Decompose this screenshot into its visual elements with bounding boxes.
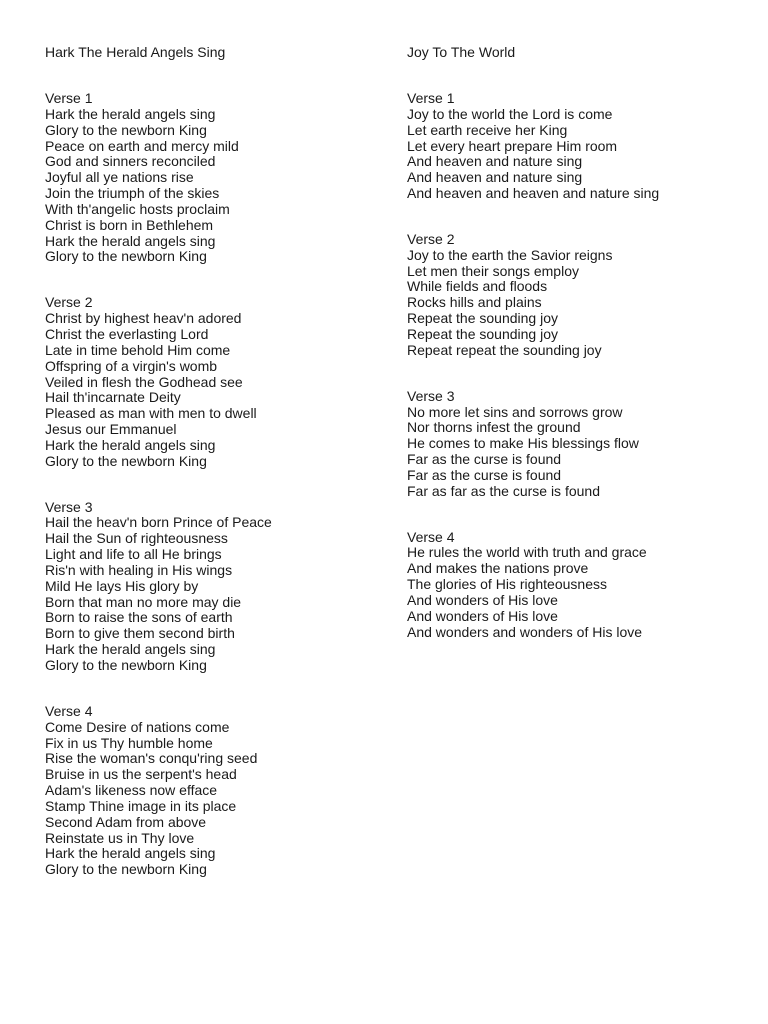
- verse-line: Born to raise the sons of earth: [45, 609, 233, 626]
- verse-label: Verse 2: [407, 230, 455, 247]
- verse-line: And wonders of His love: [407, 591, 558, 608]
- verse-line: Far as the curse is found: [407, 451, 562, 468]
- verse-line: The glories of His righteousness: [407, 576, 607, 593]
- verse-block: [45, 704, 385, 878]
- verse-label: Verse 1: [45, 90, 93, 106]
- verse-block: [407, 91, 747, 202]
- verse-line: Hail the heav'n born Prince of Peace: [45, 514, 272, 531]
- verse-line: Hark the herald angels sing: [45, 232, 216, 249]
- verse-line: Rise the woman's conqu'ring seed: [45, 750, 258, 767]
- verse-label: Verse 4: [45, 702, 93, 719]
- verse-line: Jesus our Emmanuel: [45, 421, 177, 438]
- verse-line: Come Desire of nations come: [45, 718, 230, 735]
- verse-line: Nor thorns infest the ground: [407, 419, 581, 436]
- verse-line: Hail the Sun of righteousness: [45, 530, 228, 547]
- verse-label: Verse 4: [407, 528, 455, 545]
- verse-line: Offspring of a virgin's womb: [45, 357, 218, 374]
- verse-line: Born to give them second birth: [45, 625, 235, 642]
- verse-line: While fields and floods: [407, 278, 548, 295]
- verse-line: Joy to the earth the Savior reigns: [407, 246, 613, 263]
- verse-line: Glory to the newborn King: [45, 248, 207, 265]
- verse-line: Light and life to all He brings: [45, 546, 222, 563]
- verse-line: Stamp Thine image in its place: [45, 797, 237, 814]
- verse-line: Hark the herald angels sing: [45, 436, 216, 453]
- verse-line: Let every heart prepare Him room: [407, 137, 618, 154]
- verse-line: Far as the curse is found: [407, 466, 562, 483]
- verse-line: Glory to the newborn King: [45, 861, 207, 878]
- verse-line: Joy to the world the Lord is come: [407, 105, 613, 122]
- verse-line: And wonders of His love: [407, 607, 558, 624]
- verse-line: Peace on earth and mercy mild: [45, 137, 239, 154]
- verse-line: He rules the world with truth and grace: [407, 544, 647, 561]
- verse-line: Second Adam from above: [45, 813, 207, 830]
- verse-line: He comes to make His blessings flow: [407, 435, 639, 452]
- verse-block: [407, 232, 747, 359]
- verse-line: Glory to the newborn King: [45, 452, 207, 469]
- verse-line: God and sinners reconciled: [45, 153, 216, 170]
- verse-label: Verse 1: [407, 90, 455, 106]
- verse-block: [407, 389, 747, 500]
- verse-block: [45, 500, 385, 674]
- song-title: Hark The Herald Angels Sing: [45, 44, 226, 60]
- verse-line: Repeat repeat the sounding joy: [407, 341, 602, 358]
- verse-block: [45, 295, 385, 469]
- verse-line: Bruise in us the serpent's head: [45, 766, 237, 783]
- verse-line: Rocks hills and plains: [407, 294, 542, 311]
- verse-line: Ris'n with healing in His wings: [45, 561, 233, 578]
- verse-block: [407, 530, 747, 641]
- verse-line: Far as far as the curse is found: [407, 482, 600, 499]
- verse-line: Late in time behold Him come: [45, 341, 231, 358]
- verse-line: Let earth receive her King: [407, 121, 568, 138]
- verse-line: No more let sins and sorrows grow: [407, 403, 623, 420]
- verse-line: Christ the everlasting Lord: [45, 325, 209, 342]
- song-column-joy-to-the-world: [407, 43, 747, 640]
- verse-line: And heaven and nature sing: [407, 153, 583, 170]
- verse-line: Hark the herald angels sing: [45, 105, 216, 122]
- verse-label: Verse 3: [407, 387, 455, 404]
- verse-line: Pleased as man with men to dwell: [45, 405, 257, 422]
- verse-line: Glory to the newborn King: [45, 657, 207, 673]
- verse-line: Hark the herald angels sing: [45, 845, 216, 862]
- song-column-hark-the-herald: [45, 43, 385, 878]
- verse-label: Verse 3: [45, 498, 93, 515]
- verse-line: Repeat the sounding joy: [407, 325, 558, 342]
- verse-line: Let men their songs employ: [407, 262, 579, 279]
- verse-line: Christ by highest heav'n adored: [45, 310, 242, 327]
- verse-line: And wonders and wonders of His love: [407, 623, 643, 640]
- verse-block: [45, 91, 385, 265]
- verse-line: Joyful all ye nations rise: [45, 169, 194, 186]
- verse-line: Reinstate us in Thy love: [45, 829, 195, 846]
- verse-line: Join the triumph of the skies: [45, 185, 220, 202]
- verse-line: Mild He lays His glory by: [45, 577, 199, 594]
- verse-line: Hark the herald angels sing: [45, 641, 216, 658]
- verse-line: Glory to the newborn King: [45, 121, 207, 138]
- verse-line: Adam's likeness now efface: [45, 782, 218, 799]
- verse-line: Hail th'incarnate Deity: [45, 389, 181, 406]
- verse-line: With th'angelic hosts proclaim: [45, 200, 230, 217]
- verse-line: And heaven and nature sing: [407, 169, 583, 186]
- verse-line: Christ is born in Bethlehem: [45, 216, 214, 233]
- verse-line: Veiled in flesh the Godhead see: [45, 373, 243, 390]
- verse-label: Verse 2: [45, 294, 93, 311]
- verse-line: And makes the nations prove: [407, 560, 589, 577]
- verse-line: Born that man no more may die: [45, 593, 242, 610]
- verse-line: And heaven and heaven and nature sing: [407, 185, 660, 202]
- song-title: Joy To The World: [407, 44, 516, 60]
- verse-line: Repeat the sounding joy: [407, 310, 558, 327]
- verse-line: Fix in us Thy humble home: [45, 734, 213, 751]
